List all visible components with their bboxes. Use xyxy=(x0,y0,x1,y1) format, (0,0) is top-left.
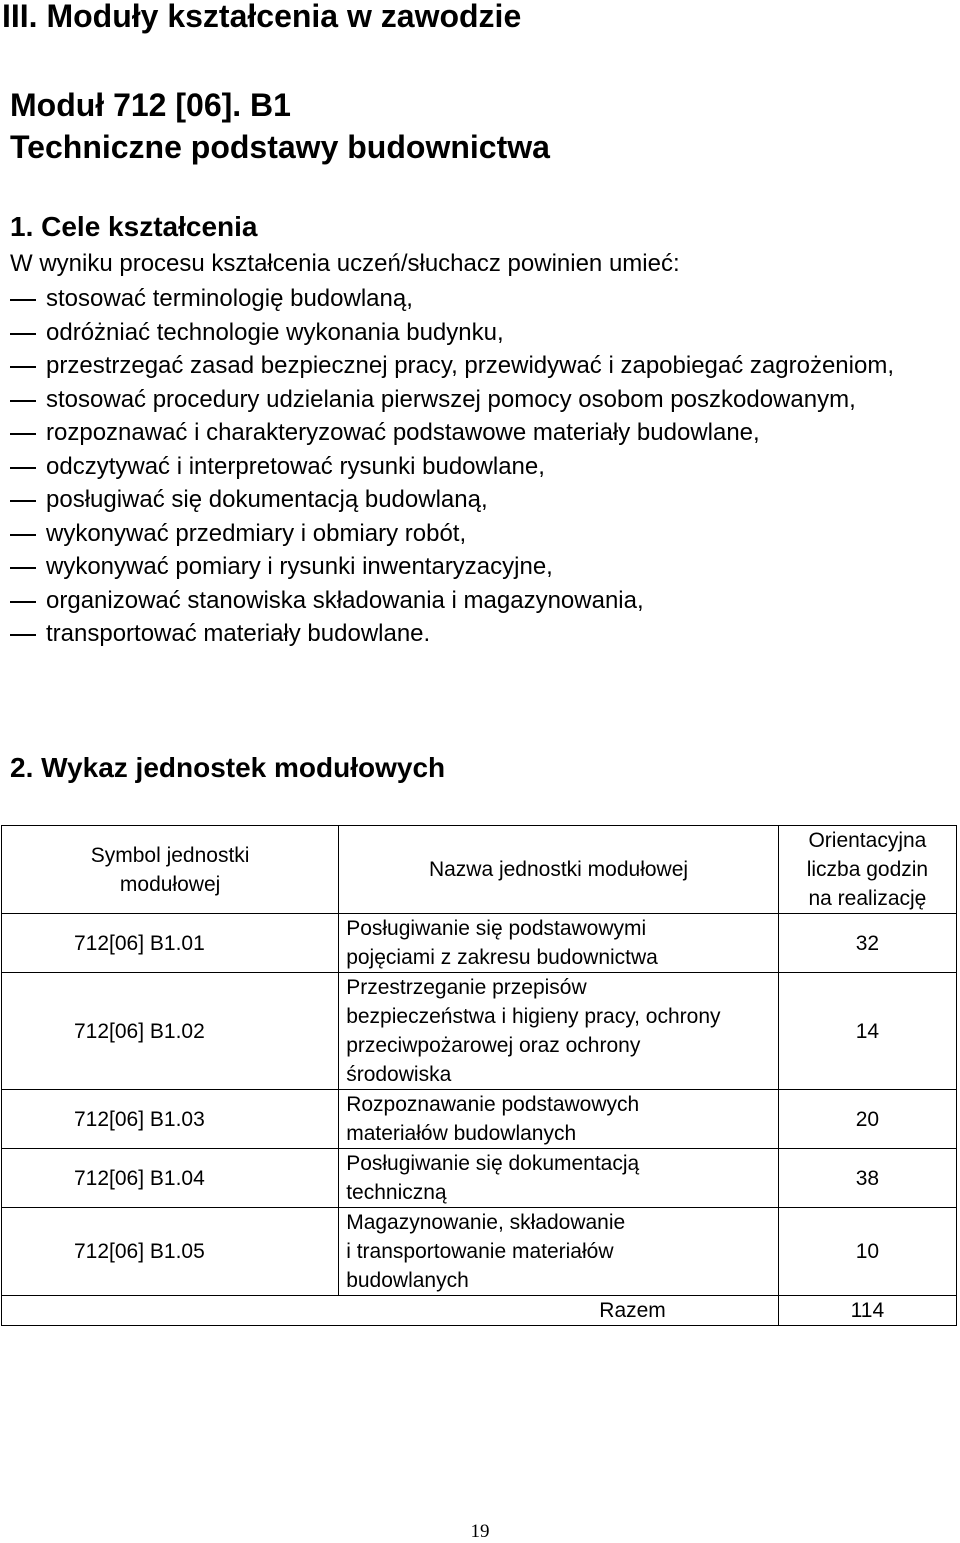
unit-hours: 38 xyxy=(778,1149,956,1208)
module-code: Moduł 712 [06]. B1 xyxy=(10,87,291,123)
dash-bullet xyxy=(10,366,36,368)
dash-bullet xyxy=(10,534,36,536)
total-hours: 114 xyxy=(778,1296,956,1326)
unit-name: Magazynowanie, składowanie i transportowanie materiałów budowlanych xyxy=(339,1208,779,1296)
unit-name: Przestrzeganie przepisów bezpieczeństwa i higieny pracy, ochrony przeciwpożarowej oraz ochrony środowiska xyxy=(339,973,779,1090)
table-row xyxy=(2,973,957,1090)
dash-bullet xyxy=(10,601,36,603)
section-title-goals: 1. Cele kształcenia xyxy=(10,211,258,242)
goal-item: wykonywać przedmiary i obmiary robót, xyxy=(0,517,952,551)
unit-hours: 10 xyxy=(778,1208,956,1296)
goal-item: wykonywać pomiary i rysunki inwentaryzacyjne, xyxy=(0,550,952,584)
unit-symbol: 712[06] B1.01 xyxy=(2,914,339,973)
dash-bullet xyxy=(10,634,36,636)
module-name: Techniczne podstawy budownictwa xyxy=(10,129,550,165)
goal-item: rozpoznawać i charakteryzować podstawowe materiały budowlane, xyxy=(0,416,952,450)
table-row xyxy=(2,1208,957,1296)
unit-symbol: 712[06] B1.05 xyxy=(2,1208,339,1296)
table-header-row xyxy=(2,826,957,914)
goal-item: organizować stanowiska składowania i magazynowania, xyxy=(0,584,952,618)
goal-item: odróżniać technologie wykonania budynku, xyxy=(0,316,952,350)
unit-symbol: 712[06] B1.02 xyxy=(2,973,339,1090)
total-label: Razem xyxy=(2,1296,779,1326)
goal-item: odczytywać i interpretować rysunki budowlane, xyxy=(0,450,952,484)
dash-bullet xyxy=(10,500,36,502)
dash-bullet xyxy=(10,567,36,569)
goal-item: posługiwać się dokumentacją budowlaną, xyxy=(0,483,952,517)
unit-name: Posługiwanie się podstawowymi pojęciami z zakresu budownictwa xyxy=(339,914,779,973)
unit-hours: 14 xyxy=(778,973,956,1090)
table-row xyxy=(2,1149,957,1208)
page-number: 19 xyxy=(470,1521,490,1542)
dash-bullet xyxy=(10,299,36,301)
unit-name: Posługiwanie się dokumentacją techniczną xyxy=(339,1149,779,1208)
header-hours: Orientacyjna liczba godzin na realizację xyxy=(778,826,956,914)
goals-intro: W wyniku procesu kształcenia uczeń/słuchacz powinien umieć: xyxy=(10,250,680,277)
unit-hours: 20 xyxy=(778,1090,956,1149)
chapter-title: III. Moduły kształcenia w zawodzie xyxy=(2,0,522,34)
header-symbol: Symbol jednostki modułowej xyxy=(2,826,339,914)
unit-symbol: 712[06] B1.03 xyxy=(2,1090,339,1149)
goal-item: transportować materiały budowlane. xyxy=(0,617,952,651)
goals-list xyxy=(0,282,952,651)
goal-item: stosować procedury udzielania pierwszej pomocy osobom poszkodowanym, xyxy=(0,383,952,417)
unit-hours: 32 xyxy=(778,914,956,973)
dash-bullet xyxy=(10,433,36,435)
unit-symbol: 712[06] B1.04 xyxy=(2,1149,339,1208)
header-name: Nazwa jednostki modułowej xyxy=(339,826,779,914)
dash-bullet xyxy=(10,400,36,402)
module-title xyxy=(10,84,550,168)
dash-bullet xyxy=(10,467,36,469)
goal-item: przestrzegać zasad bezpiecznej pracy, przewidywać i zapobiegać zagrożeniom, xyxy=(0,349,952,383)
modular-units-table xyxy=(1,825,957,1326)
section-title-units: 2. Wykaz jednostek modułowych xyxy=(10,752,446,783)
table-total-row xyxy=(2,1296,957,1326)
table-row xyxy=(2,1090,957,1149)
table-row xyxy=(2,914,957,973)
dash-bullet xyxy=(10,333,36,335)
unit-name: Rozpoznawanie podstawowych materiałów budowlanych xyxy=(339,1090,779,1149)
goal-item: stosować terminologię budowlaną, xyxy=(0,282,952,316)
